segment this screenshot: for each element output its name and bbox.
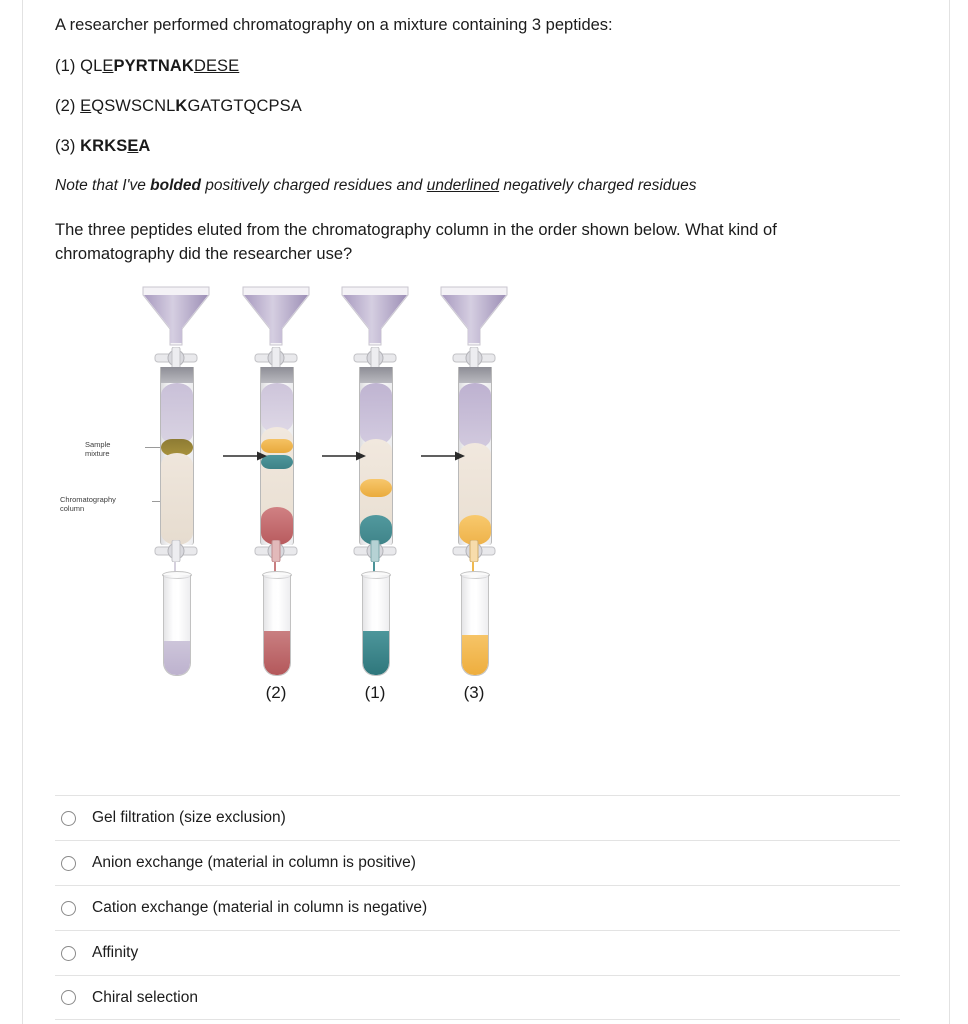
- peptide-1-sequence: [80, 57, 239, 75]
- collection-tube: [263, 575, 291, 676]
- column-frit: [459, 367, 491, 383]
- answer-label: Chiral selection: [92, 988, 198, 1006]
- peptide-2-sequence: [80, 97, 302, 115]
- eluent-band: [261, 383, 293, 433]
- eluent-band: [459, 383, 491, 449]
- peptide-3-seg-1: E: [127, 137, 139, 156]
- note-part-c: negatively charged residues: [499, 177, 697, 195]
- radio-button-icon[interactable]: [61, 856, 76, 871]
- stopcock-valve-icon: [151, 347, 201, 369]
- radio-button-icon[interactable]: [61, 990, 76, 1005]
- question-prompt: The three peptides eluted from the chromatography column in the order shown below. What kind of chromatography did the researcher use?: [55, 221, 777, 264]
- question-intro: A researcher performed chromatography on a mixture containing 3 peptides:: [55, 16, 613, 34]
- column-tube: [160, 367, 194, 545]
- stopcock-valve-bottom-icon: [449, 540, 499, 562]
- peptide-2-number: (2): [55, 97, 76, 116]
- note-bold-word: bolded: [150, 177, 201, 195]
- answer-option-chiral-selection[interactable]: [55, 975, 900, 1020]
- answer-label: Anion exchange (material in column is positive): [92, 854, 416, 871]
- peptide-1-seg-2: PYRTNAK: [113, 57, 194, 76]
- flow-arrow-icon: [223, 450, 267, 462]
- stopcock-valve-bottom-icon: [350, 540, 400, 562]
- note-underlined-word: underlined: [426, 177, 500, 195]
- collection-tube: [461, 575, 489, 676]
- column-frit: [360, 367, 392, 383]
- note-part-a: Note that I've: [55, 177, 151, 195]
- collected-fraction: [264, 631, 290, 675]
- apparatus-stage-1: [133, 285, 219, 705]
- apparatus-2-caption: (2): [265, 683, 287, 703]
- peptide-1-seg-3: DESE: [193, 57, 240, 76]
- stopcock-valve-bottom-icon: [251, 540, 301, 562]
- peptide-3-seg-2: A: [138, 137, 151, 156]
- chromatography-figure: [55, 285, 900, 730]
- peptide-3: [55, 137, 900, 156]
- answer-option-cation-exchange[interactable]: [55, 885, 900, 930]
- apparatus-stage-3: [332, 285, 418, 705]
- apparatus-stage-2: [233, 285, 319, 705]
- stopcock-valve-icon: [251, 347, 301, 369]
- column-frit: [261, 367, 293, 383]
- answer-option-anion-exchange[interactable]: [55, 840, 900, 885]
- stopcock-valve-icon: [449, 347, 499, 369]
- note-part-b: positively charged residues and: [200, 177, 427, 195]
- collection-tube: [163, 575, 191, 676]
- collection-tube: [362, 575, 390, 676]
- peptide-1-number: (1): [55, 57, 76, 76]
- answer-label: Affinity: [92, 944, 139, 961]
- radio-button-icon[interactable]: [61, 946, 76, 961]
- funnel-icon: [241, 285, 311, 347]
- answer-options-list: [55, 795, 900, 1020]
- peptide-3-number: (3): [55, 137, 76, 156]
- funnel-icon: [141, 285, 211, 347]
- page-right-border: [949, 0, 950, 1024]
- peptide-1-seg-0: QL: [80, 57, 103, 76]
- radio-button-icon[interactable]: [61, 811, 76, 826]
- sample-mixture-label: Sample mixture: [85, 440, 111, 459]
- peptide-3-sequence: [80, 137, 150, 155]
- answer-label: Gel filtration (size exclusion): [92, 809, 286, 826]
- peptide-2-seg-3: GATGTQCPSA: [187, 97, 302, 116]
- funnel-icon: [439, 285, 509, 347]
- apparatus-3-caption: (1): [364, 683, 386, 703]
- eluent-band: [360, 383, 392, 445]
- flow-arrow-icon: [421, 450, 465, 462]
- peptide-1-seg-1: E: [102, 57, 114, 76]
- collected-fraction: [363, 631, 389, 675]
- apparatus-stage-4: [431, 285, 517, 705]
- chromatography-column-label: Chromatography column: [60, 495, 116, 514]
- answer-option-gel-filtration[interactable]: [55, 795, 900, 840]
- page-left-border: [22, 0, 23, 1024]
- eluent-band: [161, 383, 193, 445]
- answer-label: Cation exchange (material in column is negative): [92, 899, 428, 916]
- peptide-2-seg-0: E: [80, 97, 92, 116]
- column-frit: [161, 367, 193, 383]
- peptide-2-seg-1: QSWSCNL: [91, 97, 176, 116]
- apparatus-4-caption: (3): [463, 683, 485, 703]
- band-peptide-3: [360, 479, 392, 497]
- stopcock-valve-icon: [350, 347, 400, 369]
- answer-option-affinity[interactable]: [55, 930, 900, 975]
- peptide-2: [55, 97, 900, 116]
- notation-note: [55, 177, 900, 195]
- column-matrix: [161, 453, 193, 545]
- funnel-icon: [340, 285, 410, 347]
- collected-fraction: [462, 635, 488, 675]
- collected-fraction: [164, 641, 190, 675]
- peptide-2-seg-2: K: [175, 97, 188, 116]
- radio-button-icon[interactable]: [61, 901, 76, 916]
- peptide-3-seg-0: KRKS: [80, 137, 128, 156]
- peptide-1: [55, 57, 900, 76]
- stopcock-valve-bottom-icon: [151, 540, 201, 562]
- question-content: [55, 14, 900, 730]
- flow-arrow-icon: [322, 450, 366, 462]
